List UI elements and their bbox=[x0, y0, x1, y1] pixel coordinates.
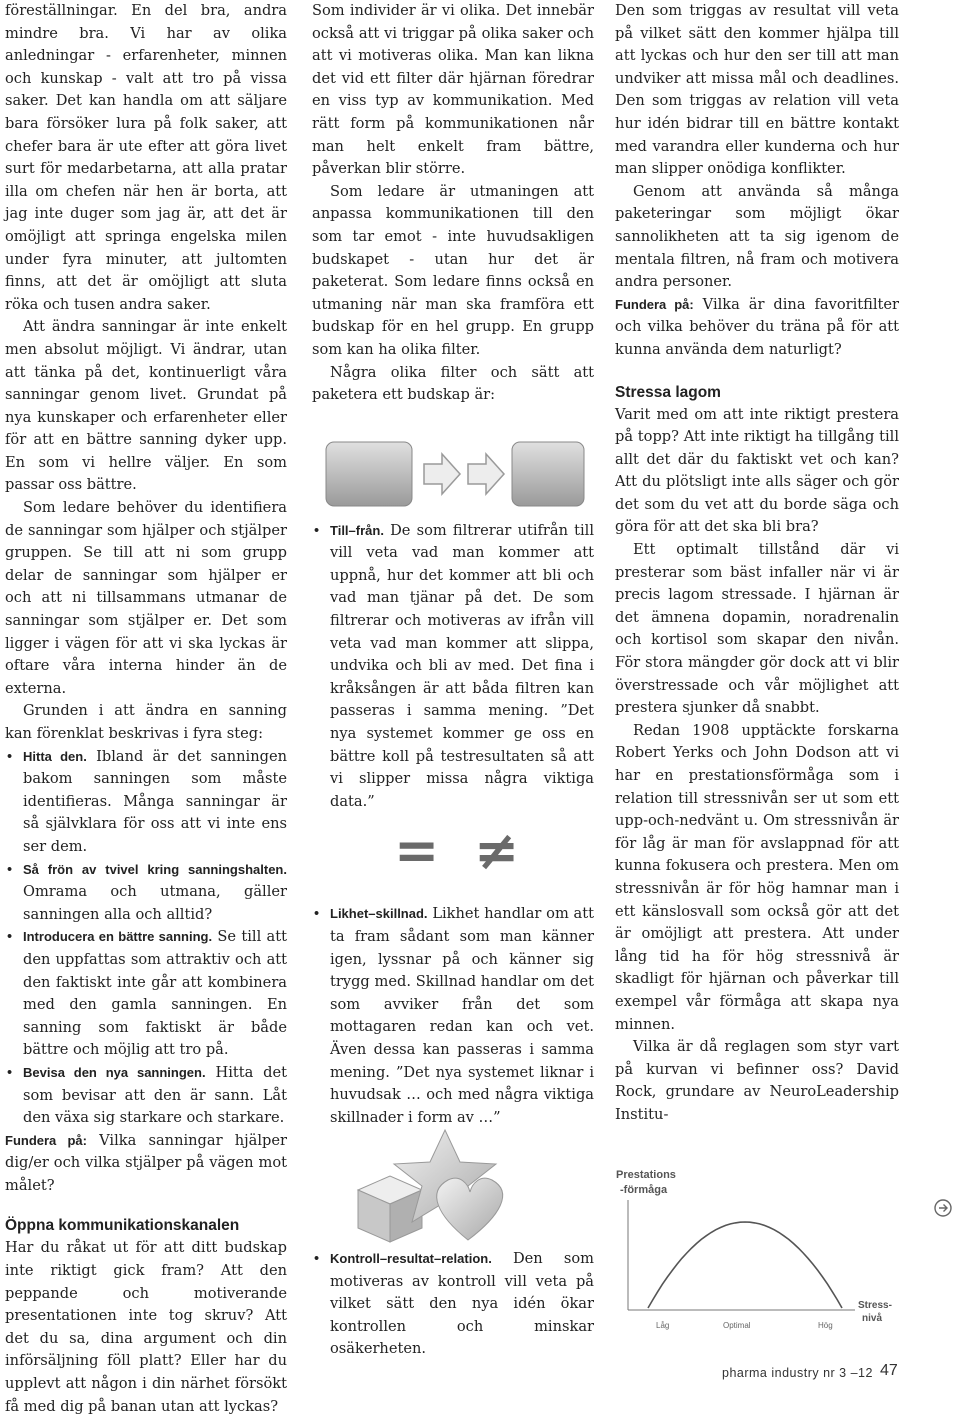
box-left bbox=[326, 442, 412, 506]
bullet-item bbox=[5, 859, 287, 927]
paragraph: Som ledare är utmaningen att anpassa kommunikationen till den som tar emot - inte huvudsakligen budskapet - utan hur det är paketerat. Som ledare finns också en utmaning när man ska framföra ett budskap för en hel grupp. En grupp som kan ha olika filter. bbox=[312, 182, 594, 358]
bullet-item bbox=[5, 1062, 287, 1130]
paragraph: Grunden i att ändra en sanning kan förenklat beskrivas i fyra steg: bbox=[5, 702, 287, 742]
x-tick-label: Hög bbox=[818, 1321, 833, 1330]
bullet-item bbox=[5, 746, 287, 859]
paragraph: föreställningar. En del bra, andra mindre bra. Vi har av olika anledningar - erfarenheter, minnen och kunskap - valt att tro på vissa saker. Det kan handla om att säljare bara försöker lura på folk saker, att chefer bara är ute efter att göra livet surt för medarbetarna, att alla pratar illa om chefen när hen är borta, att jag inte duger som jag är, att det är omöjligt att springa engelska milen under fyra minuter, att jultomten finns, att det är omöjligt att sluta röka och tusen andra saker. bbox=[5, 2, 287, 313]
bullet-item bbox=[312, 520, 594, 814]
likhet-skillnad-figure bbox=[388, 820, 528, 882]
bullet-label: Hitta den. bbox=[23, 748, 87, 764]
paragraph: Har du råkat ut för att ditt budskap inte riktigt gick fram? Att den peppande och motiverande presentationen inte tog skruv? Att det du sa, dina argument och din införsäljning föll platt? Eller har du upplevt att någon i din närhet försökt få med dig på banan utan att lyckas? bbox=[5, 1239, 287, 1415]
y-axis-label: -förmåga bbox=[620, 1184, 668, 1196]
bullet-text: Se till att den uppfattas som attraktiv och att den faktiskt inte går att kombinera med den gamla sanningen. En sanning som faktiskt är både bättre och möjlig att tro på. bbox=[23, 928, 287, 1059]
bullet-label: Bevisa den nya sanningen. bbox=[23, 1064, 206, 1080]
bullet-item bbox=[312, 1248, 594, 1361]
not-equals-icon: ≠ bbox=[474, 819, 520, 882]
bullet-text: De som filtrerar utifrån till vill veta vad man kommer att uppnå, hur det kommer att bli och vad man tjänar på det. De som filtrerar och motiveras av ifrån vill veta vad man kommer att slippa, undvika och bli av med. Det fina i kråksången är att båda filtren kan passeras i samma mening. ”Det nya systemet kommer ge oss en bättre koll på testresultaten så att vi slipper missa några viktiga data.” bbox=[330, 521, 594, 810]
performance-curve bbox=[648, 1222, 842, 1308]
paragraph: Vilka är då reglagen som styr vart på kurvan vi befinner oss? David Rock, grundare av NeuroLeadership Institu- bbox=[615, 1038, 899, 1123]
question bbox=[5, 1130, 287, 1198]
column-2-bottom bbox=[312, 1248, 594, 1361]
bullet-text: Hitta det som bevisar att den är sann. Låt den växa sig starkare och starkare. bbox=[23, 1063, 288, 1127]
bullet-text: Den som motiveras av kontroll vill veta på vilket sätt den nya idén ökar kontrollen och minskar osäkerheten. bbox=[330, 1250, 594, 1358]
arrow-right-icon bbox=[468, 454, 504, 494]
paragraph: Som individer är vi olika. Det innebär också att vi triggar på olika saker och att vi motiveras olika. Man kan likna det vid ett filter där hjärnan föredrar en viss typ av kommunikation. Med rätt form på kommunikationen når man helt enkelt fram bättre, påverkan blir större. bbox=[312, 2, 594, 178]
bullet-label: Likhet–skillnad. bbox=[330, 906, 428, 922]
stress-performance-chart bbox=[610, 1160, 910, 1338]
equals-icon: = bbox=[394, 819, 440, 882]
y-axis-label: Prestations bbox=[616, 1169, 676, 1181]
bullet-label: Till–från. bbox=[330, 522, 384, 538]
x-tick-label: Optimal bbox=[723, 1321, 751, 1330]
spacer bbox=[615, 362, 899, 382]
column-2 bbox=[312, 0, 594, 1129]
paragraph: Genom att använda så många paketeringar som möjligt ökar sannolikheten att ta sig igenom de mentala filtren, nå fram och motivera andra personer. bbox=[615, 182, 899, 291]
paragraph: Ett optimalt tillstånd där vi presterar som bäst infaller när vi är precis lagom stressade. I hjärnan är det ämnena dopamin, noradrenalin och kortisol som skapar den nivån. För stora mängder gör dock att vi blir överstressade och vår möjlighet att prestera sjunker då snabbt. bbox=[615, 541, 899, 717]
question-text: Vilka sanningar hjälper dig/er och vilka stjälper på vägen mot målet? bbox=[5, 1131, 287, 1194]
bullet-text: Ibland är det sanningen bakom sanningen som måste identifieras. Många sanningar är så självklara för oss att vi inte ens ser dem. bbox=[23, 747, 287, 855]
column-1 bbox=[5, 0, 287, 1418]
bullet-label: Så frön av tvivel kring sanningshalten. bbox=[23, 861, 287, 877]
paragraph: Den som triggas av resultat vill veta på vilket sätt den kommer hjälpa till att lyckas och hur den ser till att man undviker att missa mål och deadlines. Den som triggas av relation vill veta hur idén bidrar till en bättre kontakt med varandra eller kunderna och hur man slipper onödiga konflikter. bbox=[615, 2, 899, 178]
x-axis-label: Stress- bbox=[858, 1300, 892, 1311]
question-text: Vilka är dina favoritfilter och vilka behöver du träna på för att kunna använda dem naturligt? bbox=[615, 295, 899, 358]
section-heading: Stressa lagom bbox=[615, 383, 721, 401]
bullet-text: Omrama och utmana, gäller sanningen alla och alltid? bbox=[23, 883, 287, 923]
to-from-diagram bbox=[320, 436, 590, 516]
question-label: Fundera på: bbox=[615, 296, 694, 312]
paragraph: Varit med om att inte riktigt prestera på topp? Att inte riktigt ha tillgång till allt det där du faktiskt vet och kan? Att du plötsligt inte alls säger och gör det som du vet att du borde säga och göra för att det ska bli bra? bbox=[615, 405, 899, 536]
arrow-right-circle-icon[interactable] bbox=[933, 1198, 953, 1218]
bullet-item bbox=[312, 903, 594, 1129]
bullet-label: Kontroll–resultat–relation. bbox=[330, 1251, 492, 1266]
spacer bbox=[5, 1197, 287, 1215]
bullet-label: Introducera en bättre sanning. bbox=[23, 929, 213, 945]
x-tick-label: Låg bbox=[656, 1321, 670, 1330]
bullet-text: Likhet handlar om att ta fram sådant som man känner igen, lyssnar på och känner sig trygg med. Skillnad handlar om det som avviker från det som mottagaren redan kan och vet. Även dessa kan passeras i samma mening. ”Det nya systemet liknar i huvudsak … och med några viktiga skillnader i form av …” bbox=[330, 905, 594, 1126]
shapes-figure bbox=[350, 1128, 540, 1248]
section-heading: Öppna kommunikationskanalen bbox=[5, 1217, 240, 1235]
arrow-right-icon bbox=[424, 454, 460, 494]
x-axis-label: nivå bbox=[862, 1313, 883, 1324]
page-number: 47 bbox=[880, 1362, 898, 1379]
column-3 bbox=[615, 0, 899, 1127]
bullet-item bbox=[5, 926, 287, 1062]
question bbox=[615, 294, 899, 362]
paragraph: Redan 1908 upptäckte forskarna Robert Yerks och John Dodson att vi har en prestationsförmåga som i relation till stressnivån ser ut som ett upp-och-nedvänt u. Om stressnivån är för låg är man för avslappnad för att kunna fokusera och prestera. Men om stressnivån är för hög hamnar man i ett känslosvall som också gör att det är omöjligt att prestera. Att under lång tid ha för hög stressnivå är skadligt för hjärnan och påverkar till exempel vår förmåga att skapa nya minnen. bbox=[615, 721, 899, 1033]
heart-icon bbox=[437, 1178, 503, 1240]
paragraph: Några olika filter och sätt att paketera ett budskap är: bbox=[312, 363, 594, 404]
paragraph: Som ledare behöver du identifiera de sanningar som hjälper och stjälper gruppen. Se till att ni som grupp delar de sanningar som hjälper er och att ni tillsammans utmanar de sanningar som stjälper er. Det som ligger i vägen för att vi ska lyckas är oftare våra interna hinder än de externa. bbox=[5, 499, 287, 697]
question-label: Fundera på: bbox=[5, 1132, 87, 1148]
paragraph: Att ändra sanningar är inte enkelt men absolut möjligt. Vi ändrar, utan att tänka på det, kontinuerligt våra sanningar genom livet. Grundat på nya kunskaper och erfarenheter eller för att en bättre sanning dyker upp. En som vi hellre väljer. En som passar oss bättre. bbox=[5, 318, 287, 494]
cube-icon bbox=[358, 1176, 422, 1242]
magazine-footer: pharma industry nr 3 –12 bbox=[722, 1366, 873, 1380]
box-right bbox=[512, 442, 584, 506]
